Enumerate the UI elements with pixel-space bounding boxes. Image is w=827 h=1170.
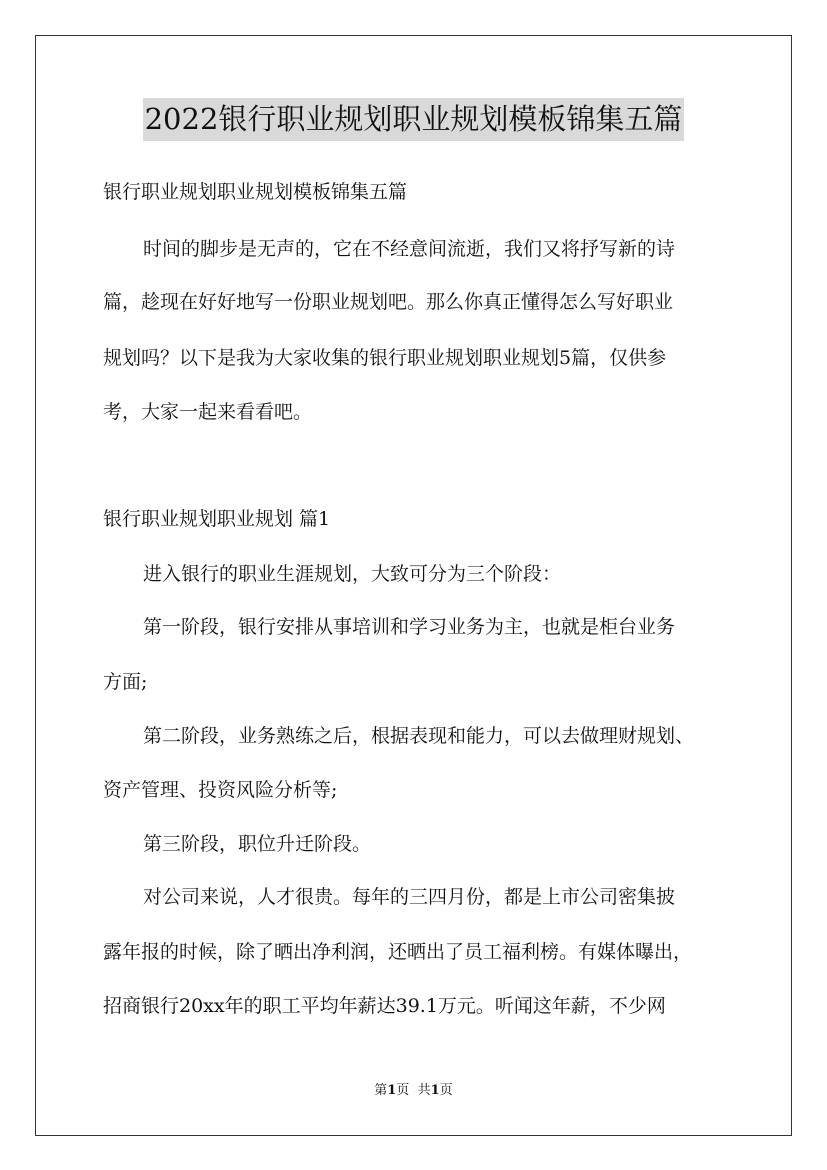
footer-page-suffix: 页 bbox=[396, 1083, 410, 1098]
intro-line-3: 规划吗？以下是我为大家收集的银行职业规划职业规划5篇，仅供参 bbox=[103, 347, 667, 369]
body-line-9: 招商银行20xx年的职工平均年薪达39.1万元。听闻这年薪，不少网 bbox=[103, 995, 666, 1017]
footer-total-number: 1 bbox=[430, 1083, 440, 1098]
footer-page-number: 1 bbox=[387, 1083, 397, 1098]
document-subtitle: 银行职业规划职业规划模板锦集五篇 bbox=[103, 181, 408, 203]
document-title: 2022银行职业规划职业规划模板锦集五篇 bbox=[143, 98, 685, 141]
intro-line-2: 篇，趁现在好好地写一份职业规划吧。那么你真正懂得怎么写好职业 bbox=[103, 291, 674, 313]
body-line-3: 方面; bbox=[103, 671, 148, 693]
section-heading: 银行职业规划职业规划 篇1 bbox=[103, 508, 331, 530]
intro-line-4: 考，大家一起来看看吧。 bbox=[103, 401, 313, 423]
body-line-5: 资产管理、投资风险分析等; bbox=[103, 779, 338, 801]
intro-line-1: 时间的脚步是无声的，它在不经意间流逝，我们又将抒写新的诗 bbox=[143, 238, 676, 260]
body-line-4: 第二阶段，业务熟练之后，根据表现和能力，可以去做理财规划、 bbox=[143, 725, 695, 747]
body-line-6: 第三阶段，职位升迁阶段。 bbox=[143, 833, 372, 855]
footer-page-prefix: 第 bbox=[374, 1083, 388, 1098]
body-line-2: 第一阶段，银行安排从事培训和学习业务为主，也就是柜台业务 bbox=[143, 616, 676, 638]
body-line-8: 露年报的时候，除了晒出净利润，还晒出了员工福利榜。有媒体曝出， bbox=[103, 941, 693, 963]
footer-total-suffix: 页 bbox=[439, 1083, 453, 1098]
footer-total-prefix: 共 bbox=[417, 1083, 431, 1098]
body-line-1: 进入银行的职业生涯规划，大致可分为三个阶段： bbox=[143, 563, 562, 585]
title-container bbox=[0, 98, 827, 141]
page-footer bbox=[0, 1082, 827, 1100]
body-line-7: 对公司来说，人才很贵。每年的三四月份，都是上市公司密集披 bbox=[143, 886, 676, 908]
